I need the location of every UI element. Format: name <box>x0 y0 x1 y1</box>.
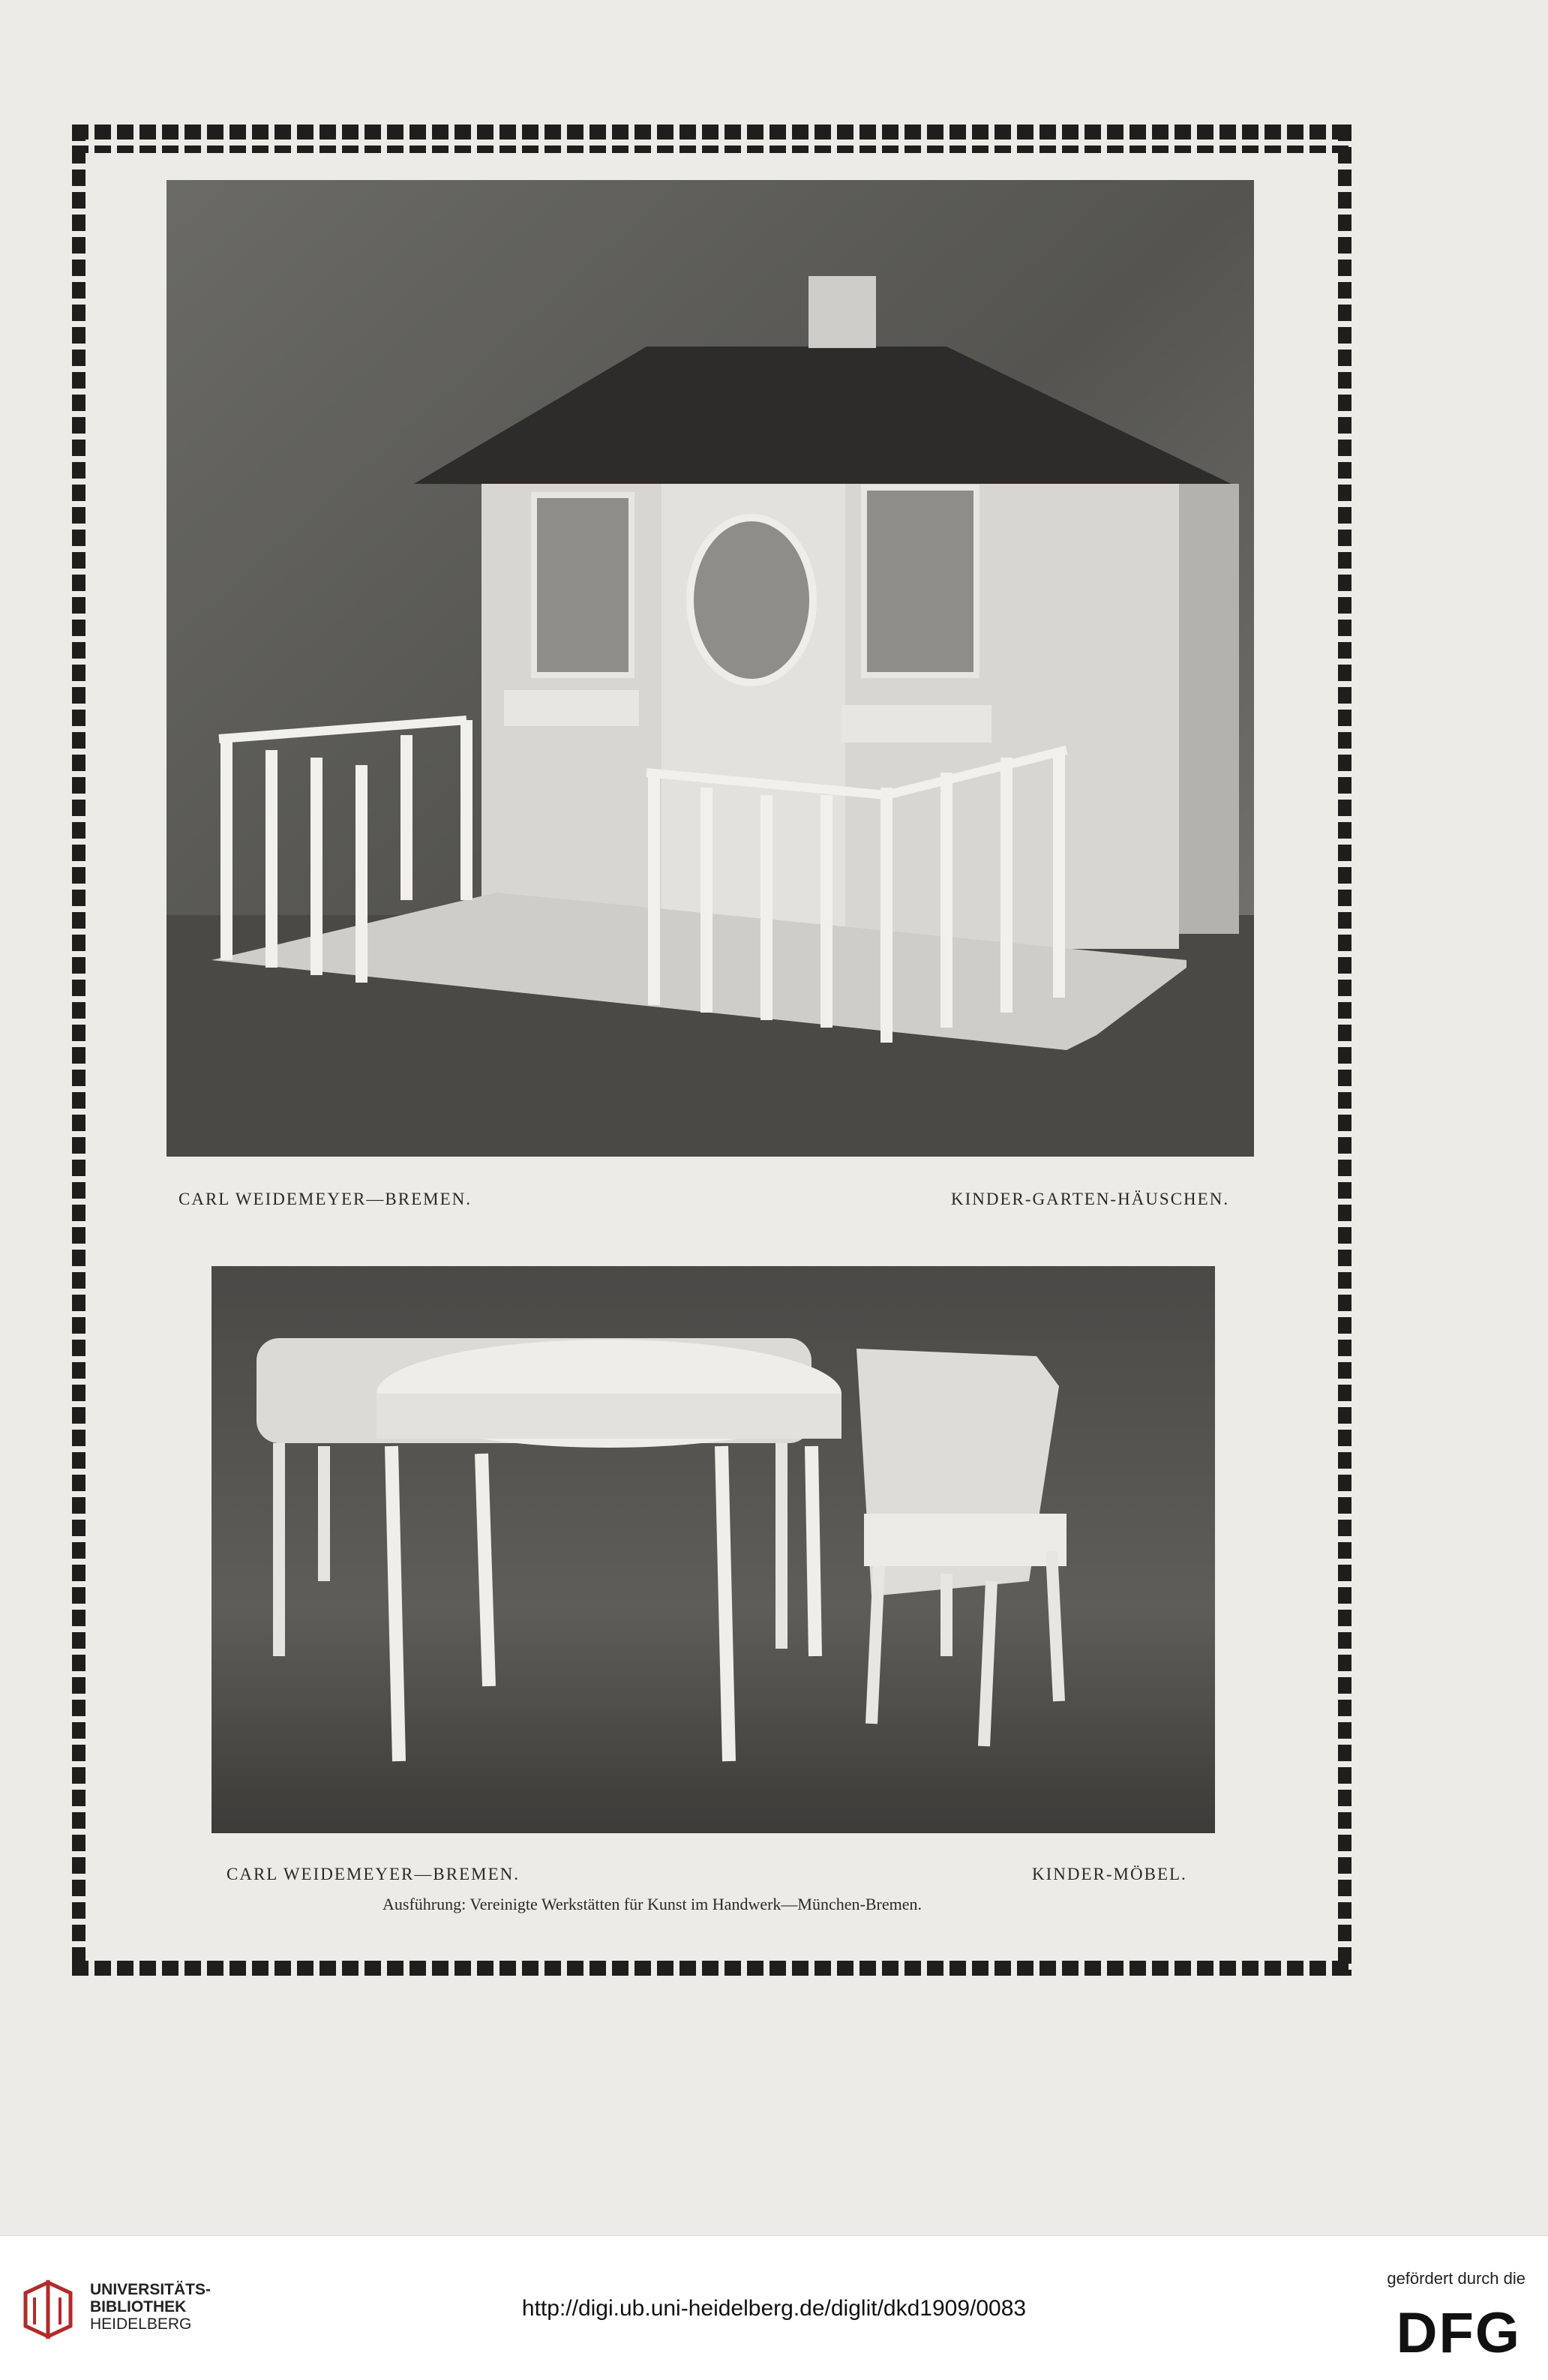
frame-inner-top-border <box>72 146 1352 153</box>
frame-bottom-border <box>72 1961 1352 1976</box>
library-name-line3: HEIDELBERG <box>90 2315 192 2333</box>
top-right-caption: KINDER-GARTEN-HÄUSCHEN. <box>951 1190 1230 1208</box>
library-name-line2: BIBLIOTHEK <box>90 2298 187 2315</box>
digitization-footer <box>0 2235 1548 2380</box>
bottom-left-caption: CARL WEIDEMEYER—BREMEN. <box>226 1865 520 1883</box>
workshop-credit-line: Ausführung: Vereinigte Werkstätten für Kunst im Handwerk—München-Bremen. <box>382 1895 922 1913</box>
bottom-right-caption: KINDER-MÖBEL. <box>1032 1865 1187 1883</box>
garden-house-photo <box>166 180 1254 1157</box>
frame-left-border <box>72 125 86 1976</box>
frame-top-border <box>72 125 1352 140</box>
top-left-caption: CARL WEIDEMEYER—BREMEN. <box>178 1190 472 1208</box>
permalink-url[interactable]: http://digi.ub.uni-heidelberg.de/diglit/dkd1909/0083 <box>521 2296 1027 2321</box>
library-name-line1: UNIVERSITÄTS- <box>90 2281 212 2298</box>
dfg-logo: DFG <box>1396 2301 1521 2365</box>
frame-right-border <box>1338 125 1352 1976</box>
funding-label: gefördert durch die <box>1387 2269 1526 2288</box>
childrens-furniture-photo <box>212 1266 1215 1833</box>
